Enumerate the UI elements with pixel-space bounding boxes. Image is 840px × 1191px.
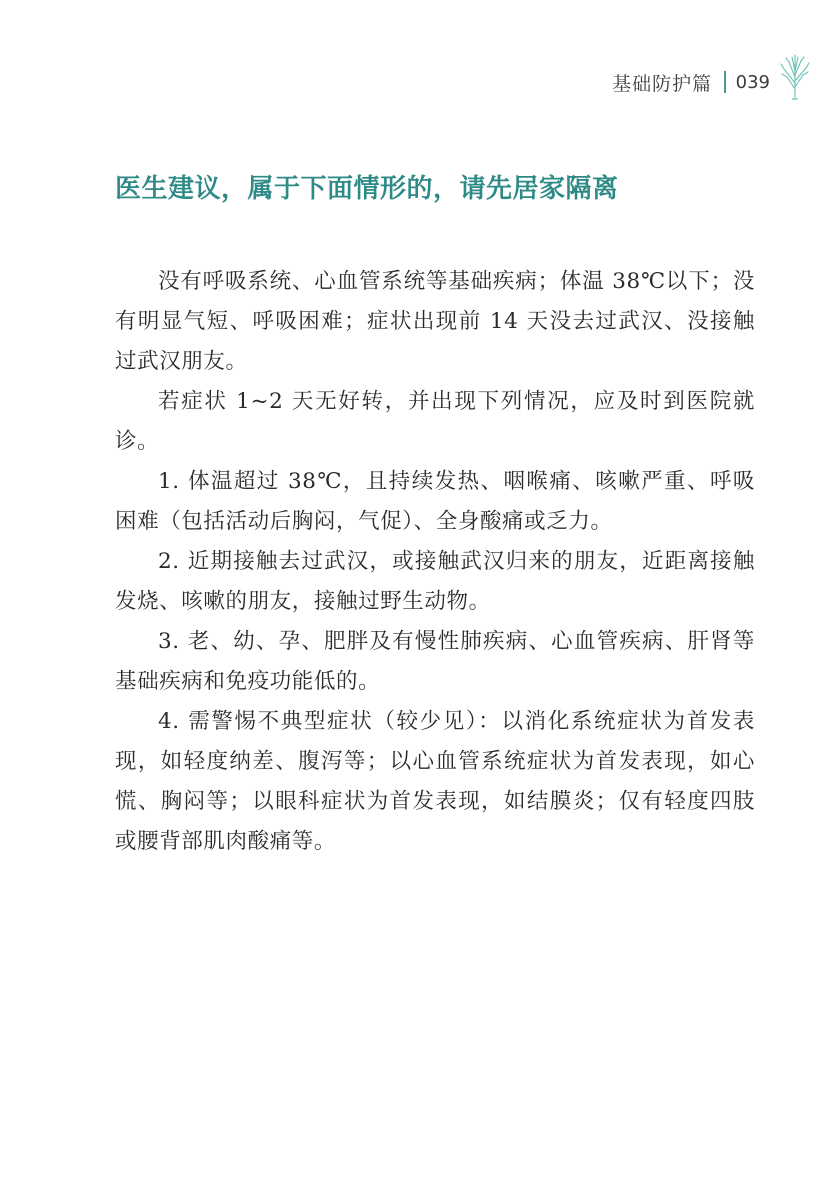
- body-text: [115, 262, 755, 862]
- section-name: 基础防护篇: [612, 72, 713, 95]
- running-header: [612, 62, 812, 102]
- paragraph-intro: 没有呼吸系统、心血管系统等基础疾病；体温 38℃以下；没有明显气短、呼吸困难；症状出现前 14 天没去过武汉、没接触过武汉朋友。: [115, 269, 755, 374]
- list-item-3: 3. 老、幼、孕、肥胖及有慢性肺疾病、心血管疾病、肝肾等基础疾病和免疫功能低的。: [115, 629, 755, 694]
- list-item-1: 1. 体温超过 38℃，且持续发热、咽喉痛、咳嗽严重、呼吸困难（包括活动后胸闷，气促）、全身酸痛或乏力。: [115, 469, 755, 534]
- page-number: 039: [735, 71, 770, 93]
- tree-icon: [778, 53, 812, 101]
- page-title: 医生建议，属于下面情形的，请先居家隔离: [115, 174, 619, 204]
- list-item-2: 2. 近期接触去过武汉，或接触武汉归来的朋友，近距离接触发烧、咳嗽的朋友，接触过野生动物。: [115, 549, 755, 614]
- list-item-4: 4. 需警惕不典型症状（较少见）：以消化系统症状为首发表现，如轻度纳差、腹泻等；以心血管系统症状为首发表现，如心慌、胸闷等；以眼科症状为首发表现，如结膜炎；仅有轻度四肢或腰背部肌肉酸痛等。: [115, 709, 755, 854]
- paragraph-seek-care: 若症状 1~2 天无好转，并出现下列情况，应及时到医院就诊。: [115, 389, 755, 454]
- header-divider: [724, 71, 726, 93]
